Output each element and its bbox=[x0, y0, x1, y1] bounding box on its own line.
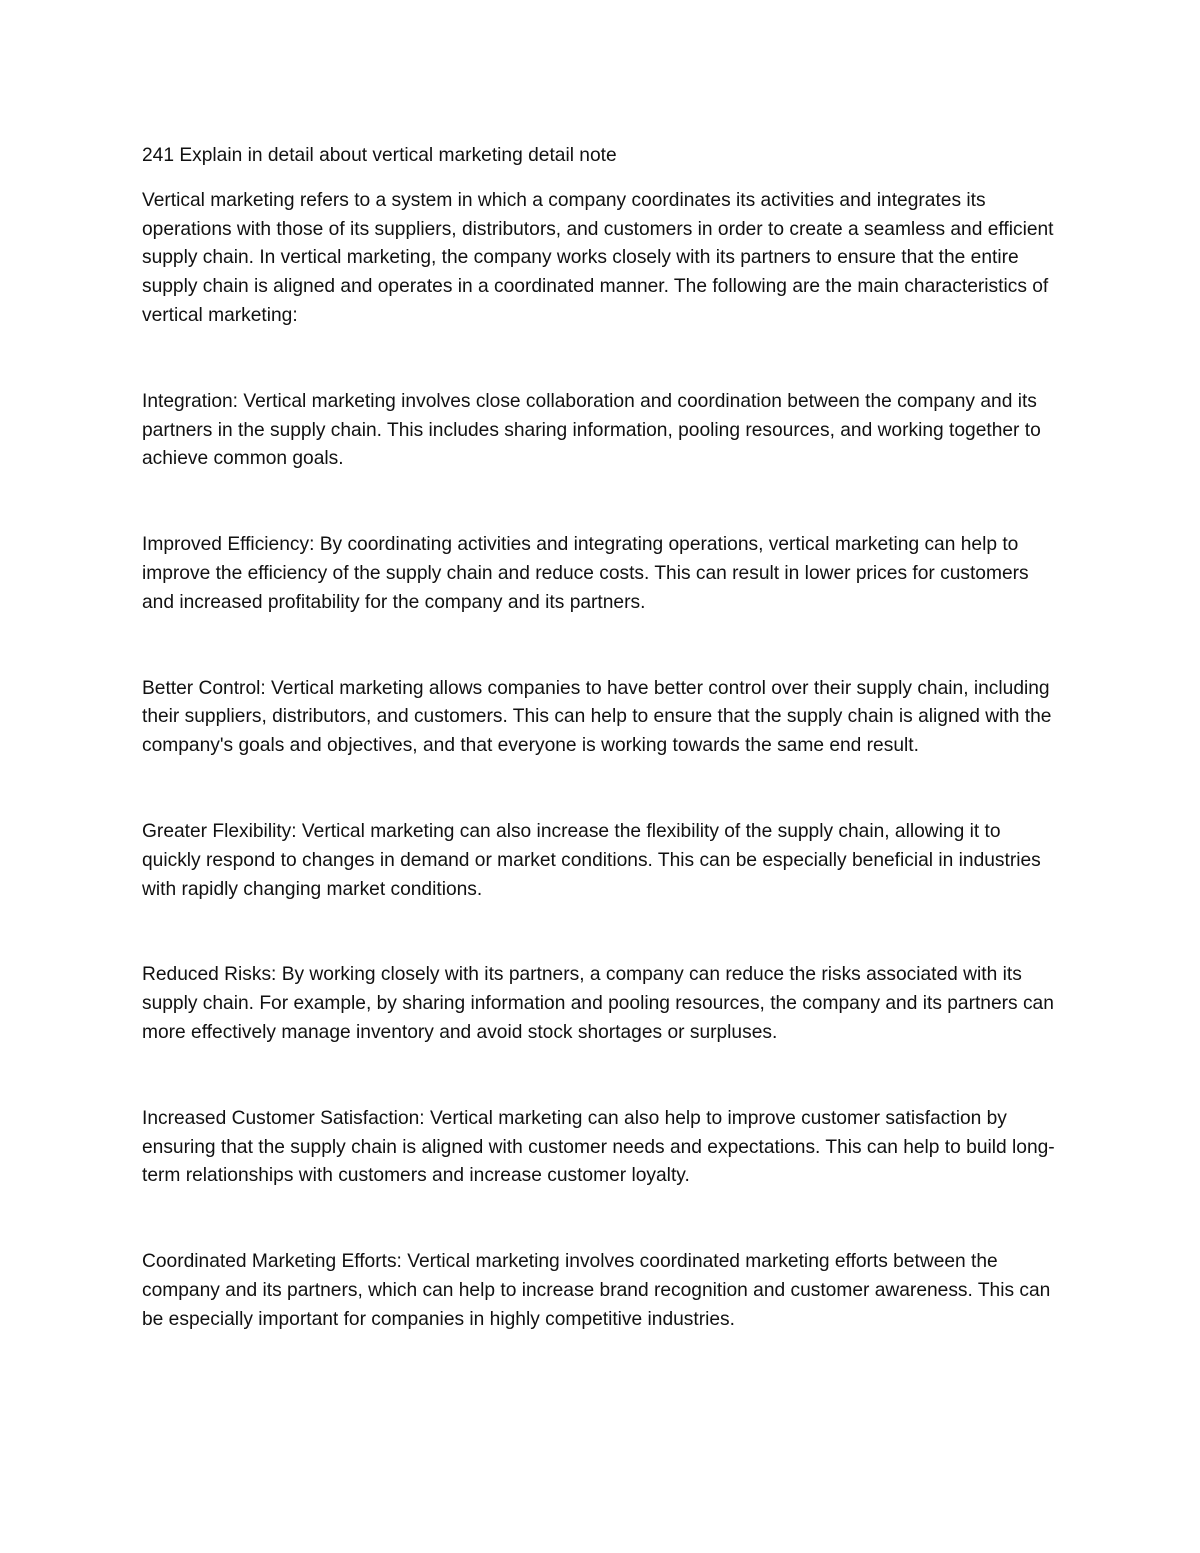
document-page bbox=[142, 142, 1062, 1335]
section-reduced-risks: Reduced Risks: By working closely with its partners, a company can reduce the risks associated with its supply chain. For example, by sharing information and pooling resources, the company and its partners can more effectively manage inventory and avoid stock shortages or surpluses. bbox=[142, 964, 1054, 1043]
intro-paragraph: Vertical marketing refers to a system in which a company coordinates its activities and integrates its operations with those of its suppliers, distributors, and customers in order to create a seamless and efficient supply chain. In vertical marketing, the company works closely with its partners to ensure that the entire supply chain is aligned and operates in a coordinated manner. The following are the main characteristics of vertical marketing: bbox=[142, 189, 1054, 326]
section-coordinated-marketing-efforts: Coordinated Marketing Efforts: Vertical marketing involves coordinated marketing efforts between the company and its partners, which can help to increase brand recognition and customer awareness. This can be especially important for companies in highly competitive industries. bbox=[142, 1251, 1051, 1330]
section-greater-flexibility: Greater Flexibility: Vertical marketing can also increase the flexibility of the supply chain, allowing it to quickly respond to changes in demand or market conditions. This can be especially beneficial in industries with rapidly changing market conditions. bbox=[142, 820, 1041, 900]
section-increased-customer-satisfaction: Increased Customer Satisfaction: Vertical marketing can also help to improve customer satisfaction by ensuring that the supply chain is aligned with customer needs and expectations. This can help to build long-term relationships with customers and increase customer loyalty. bbox=[142, 1107, 1055, 1187]
section-better-control: Better Control: Vertical marketing allows companies to have better control over their supply chain, including their suppliers, distributors, and customers. This can help to ensure that the supply chain is aligned with the company's goals and objectives, and that everyone is working towards the same end result. bbox=[142, 677, 1052, 757]
document-title: 241 Explain in detail about vertical marketing detail note bbox=[142, 145, 617, 166]
section-integration: Integration: Vertical marketing involves close collaboration and coordination between the company and its partners in the supply chain. This includes sharing information, pooling resources, and working together to achieve common goals. bbox=[142, 390, 1041, 470]
section-improved-efficiency: Improved Efficiency: By coordinating activities and integrating operations, vertical marketing can help to improve the efficiency of the supply chain and reduce costs. This can result in lower prices for customers and increased profitability for the company and its partners. bbox=[142, 534, 1029, 613]
